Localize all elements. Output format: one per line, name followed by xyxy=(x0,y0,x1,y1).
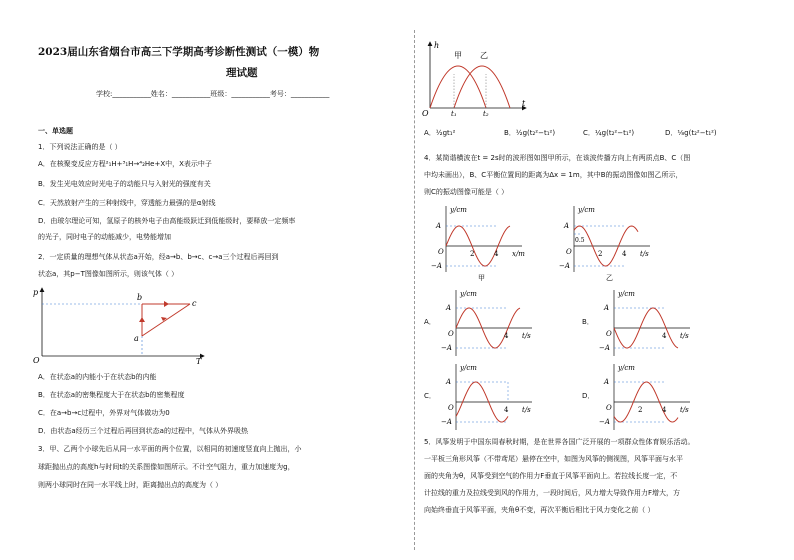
q5-stem-line2: 一平板三角形风筝（不带鸢尾）悬停在空中，如图为风筝的侧视图，风筝平面与水平 xyxy=(424,455,683,463)
q4-option-b-origin: O xyxy=(606,330,612,338)
student-info-line: 学校:___________姓名：___________班级：___________考号：___________ xyxy=(96,90,330,98)
exam-title-line1: 2023届山东省烟台市高三下学期高考诊断性测试（一模）物 xyxy=(38,46,320,58)
q4-option-c-graph xyxy=(438,362,538,434)
q5-stem-line1: 5．风筝发明于中国东周春秋时期，是在世界各国广泛开展的一项群众性体育娱乐活动。 xyxy=(424,438,695,446)
q4-option-b-tick4: 4 xyxy=(662,332,667,340)
q4-option-b-xlab: t/s xyxy=(680,332,689,340)
q3-option-a: A．½gt₁² xyxy=(424,129,456,137)
q2-label-o: O xyxy=(33,356,40,364)
q4-jia-ylab: y/cm xyxy=(450,206,467,214)
q4-option-d-origin: O xyxy=(606,404,612,412)
q3-stem-line2: 球距抛出点的高度h与时间t的关系图像如图所示。不计空气阻力，重力加速度为g， xyxy=(38,463,295,471)
exam-title-line2: 理试题 xyxy=(226,67,258,79)
q4-yi-xlab: t/s xyxy=(640,250,649,258)
q4-yi-amp: A xyxy=(564,222,570,230)
q4-option-b-graph xyxy=(596,288,696,360)
q1-stem: 1．下列说法正确的是（ ） xyxy=(38,143,122,151)
q4-option-a-negamp: −A xyxy=(441,344,452,352)
q4-option-d-tick4: 4 xyxy=(662,406,667,414)
q3-curve-yi xyxy=(454,66,510,108)
q3-option-c: C．¼g(t₂²−t₁²) xyxy=(583,129,635,137)
q1-option-a: A．在核聚变反应方程²₁H+³₁H→⁴₂He+X中，X表示中子 xyxy=(38,160,212,168)
q2-option-b: B．在状态a的密集程度大于在状态b的密集程度 xyxy=(38,391,185,399)
q4-option-c-ylab: y/cm xyxy=(460,364,477,372)
q4-fig-yi xyxy=(556,202,656,282)
q3-ht-graph xyxy=(420,38,530,118)
q4-fig-jia xyxy=(428,202,528,282)
q3-stem-line1: 3．甲、乙两个小球先后从同一水平面的两个位置，以相同的初速度竖直向上抛出，小 xyxy=(38,445,302,453)
q4-option-a-amp: A xyxy=(446,304,452,312)
q1-option-d-line2: 的光子，同时电子的动能减少，电势能增加 xyxy=(38,233,171,241)
section-heading-single-choice: 一、单选题 xyxy=(38,127,73,135)
q4-option-a-xlab: t/s xyxy=(522,332,531,340)
q2-arrow-bc xyxy=(164,301,169,307)
q4-yi-tick4: 4 xyxy=(622,250,627,258)
q4-option-b-label: B． xyxy=(582,318,594,326)
q4-option-a-graph xyxy=(438,288,538,360)
q4-stem-line2: 中均未画出），B、C平衡位置间的距离为Δx = 1m，其中B的振动图像如图乙所示， xyxy=(424,171,683,179)
q5-stem-line3: 面的夹角为θ，风筝受到空气的作用力F垂直于风筝平面向上。若拉线长度一定，不 xyxy=(424,472,678,480)
q2-stem-line1: 2．一定质量的理想气体从状态a开始，经a→b、b→c、c→a三个过程后再回到 xyxy=(38,253,279,261)
q4-jia-origin: O xyxy=(438,248,444,256)
q2-label-a: a xyxy=(134,334,139,343)
q3-label-jia: 甲 xyxy=(454,51,462,60)
q4-option-a-ylab: y/cm xyxy=(460,290,477,298)
q4-jia-caption: 甲 xyxy=(478,274,485,282)
q4-yi-origin: O xyxy=(566,248,572,256)
q4-option-d-tick2: 2 xyxy=(638,406,643,414)
column-divider xyxy=(414,30,415,550)
q3-label-yi: 乙 xyxy=(480,51,488,60)
q4-option-c-amp: A xyxy=(446,378,452,386)
q1-option-b: B．发生光电效应时光电子的动能只与入射光的强度有关 xyxy=(38,180,211,188)
q3-option-d: D．⅛g(t₂²−t₁²) xyxy=(665,129,717,137)
q4-option-b-negamp: −A xyxy=(599,344,610,352)
q2-stem-line2: 状态a，其p−T图像如图所示，则该气体（ ） xyxy=(38,270,179,278)
q4-yi-tick2: 2 xyxy=(598,250,603,258)
q4-option-a-label: A． xyxy=(424,318,436,326)
q4-jia-tick2: 2 xyxy=(470,250,475,258)
q4-jia-amp: A xyxy=(436,222,442,230)
q4-yi-caption: 乙 xyxy=(606,274,613,282)
q4-option-c-label: C． xyxy=(424,392,436,400)
q4-jia-tick4: 4 xyxy=(494,250,499,258)
q2-label-t: T xyxy=(196,357,202,364)
q4-option-d-amp: A xyxy=(604,378,610,386)
q4-yi-ylab: y/cm xyxy=(578,206,595,214)
q2-option-a: A．在状态a的内能小于在状态b的内能 xyxy=(38,373,157,381)
q2-option-c: C．在a→b→c过程中，外界对气体做功为0 xyxy=(38,409,170,417)
q4-yi-tick05: 0.5 xyxy=(575,237,585,244)
q3-option-b: B．½g(t₂²−t₁²) xyxy=(504,129,556,137)
q2-pt-graph xyxy=(30,284,210,364)
q4-option-d-xlab: t/s xyxy=(680,406,689,414)
q4-option-b-ylab: y/cm xyxy=(618,290,635,298)
q4-option-d-graph xyxy=(596,362,696,434)
q4-option-d-negamp: −A xyxy=(599,418,610,426)
q4-option-d-label: D． xyxy=(582,392,595,400)
q3-label-h: h xyxy=(434,41,440,50)
q4-option-c-negamp: −A xyxy=(441,418,452,426)
q4-option-b-amp: A xyxy=(604,304,610,312)
q4-stem-line3: 则C的振动图像可能是（ ） xyxy=(424,188,509,196)
q4-stem-line1: 4．某简谐横波在t = 2s时的波形图如图甲所示，在该波传播方向上有两质点B、C（图 xyxy=(424,154,691,162)
q4-jia-xlab: x/m xyxy=(512,250,525,258)
q4-jia-negamp: −A xyxy=(431,262,442,270)
q2-segment-ca xyxy=(142,304,190,336)
q4-option-d-ylab: y/cm xyxy=(618,364,635,372)
q1-option-c: C．天然放射产生的三种射线中，穿透能力最强的是α射线 xyxy=(38,199,216,207)
q4-option-c-tick4: 4 xyxy=(504,406,509,414)
q2-option-d: D．由状态a经历三个过程后再回到状态a的过程中，气体从外界吸热 xyxy=(38,427,248,435)
q1-option-d-line1: D．由玻尔理论可知，氢原子的核外电子由高能级跃迁到低能级时，要释放一定频率 xyxy=(38,217,296,225)
q3-curve-jia xyxy=(430,66,486,108)
q3-label-o: O xyxy=(422,109,429,118)
q3-stem-line3: 则两小球同时在同一水平线上时，距离抛出点的高度为（ ） xyxy=(38,481,223,489)
q5-stem-line4: 计拉线的重力及拉线受到风的作用力，一段时间后，风力增大导致作用力F增大，方 xyxy=(424,489,681,497)
q4-option-a-origin: O xyxy=(448,330,454,338)
q3-label-t1: t₁ xyxy=(451,110,457,118)
q2-label-b: b xyxy=(137,293,143,302)
q2-label-p: p xyxy=(33,288,39,297)
q4-yi-negamp: −A xyxy=(559,262,570,270)
q5-stem-line5: 向始终垂直于风筝平面，夹角θ不变，再次平衡后相比于风力变化之前（ ） xyxy=(424,506,655,514)
q3-label-t2: t₂ xyxy=(483,110,489,118)
q2-arrow-ab xyxy=(139,317,145,322)
q4-option-a-tick4: 4 xyxy=(504,332,509,340)
q2-label-c: c xyxy=(192,299,197,308)
q3-label-t: t xyxy=(522,99,526,108)
q4-option-c-origin: O xyxy=(448,404,454,412)
q4-option-c-xlab: t/s xyxy=(522,406,531,414)
